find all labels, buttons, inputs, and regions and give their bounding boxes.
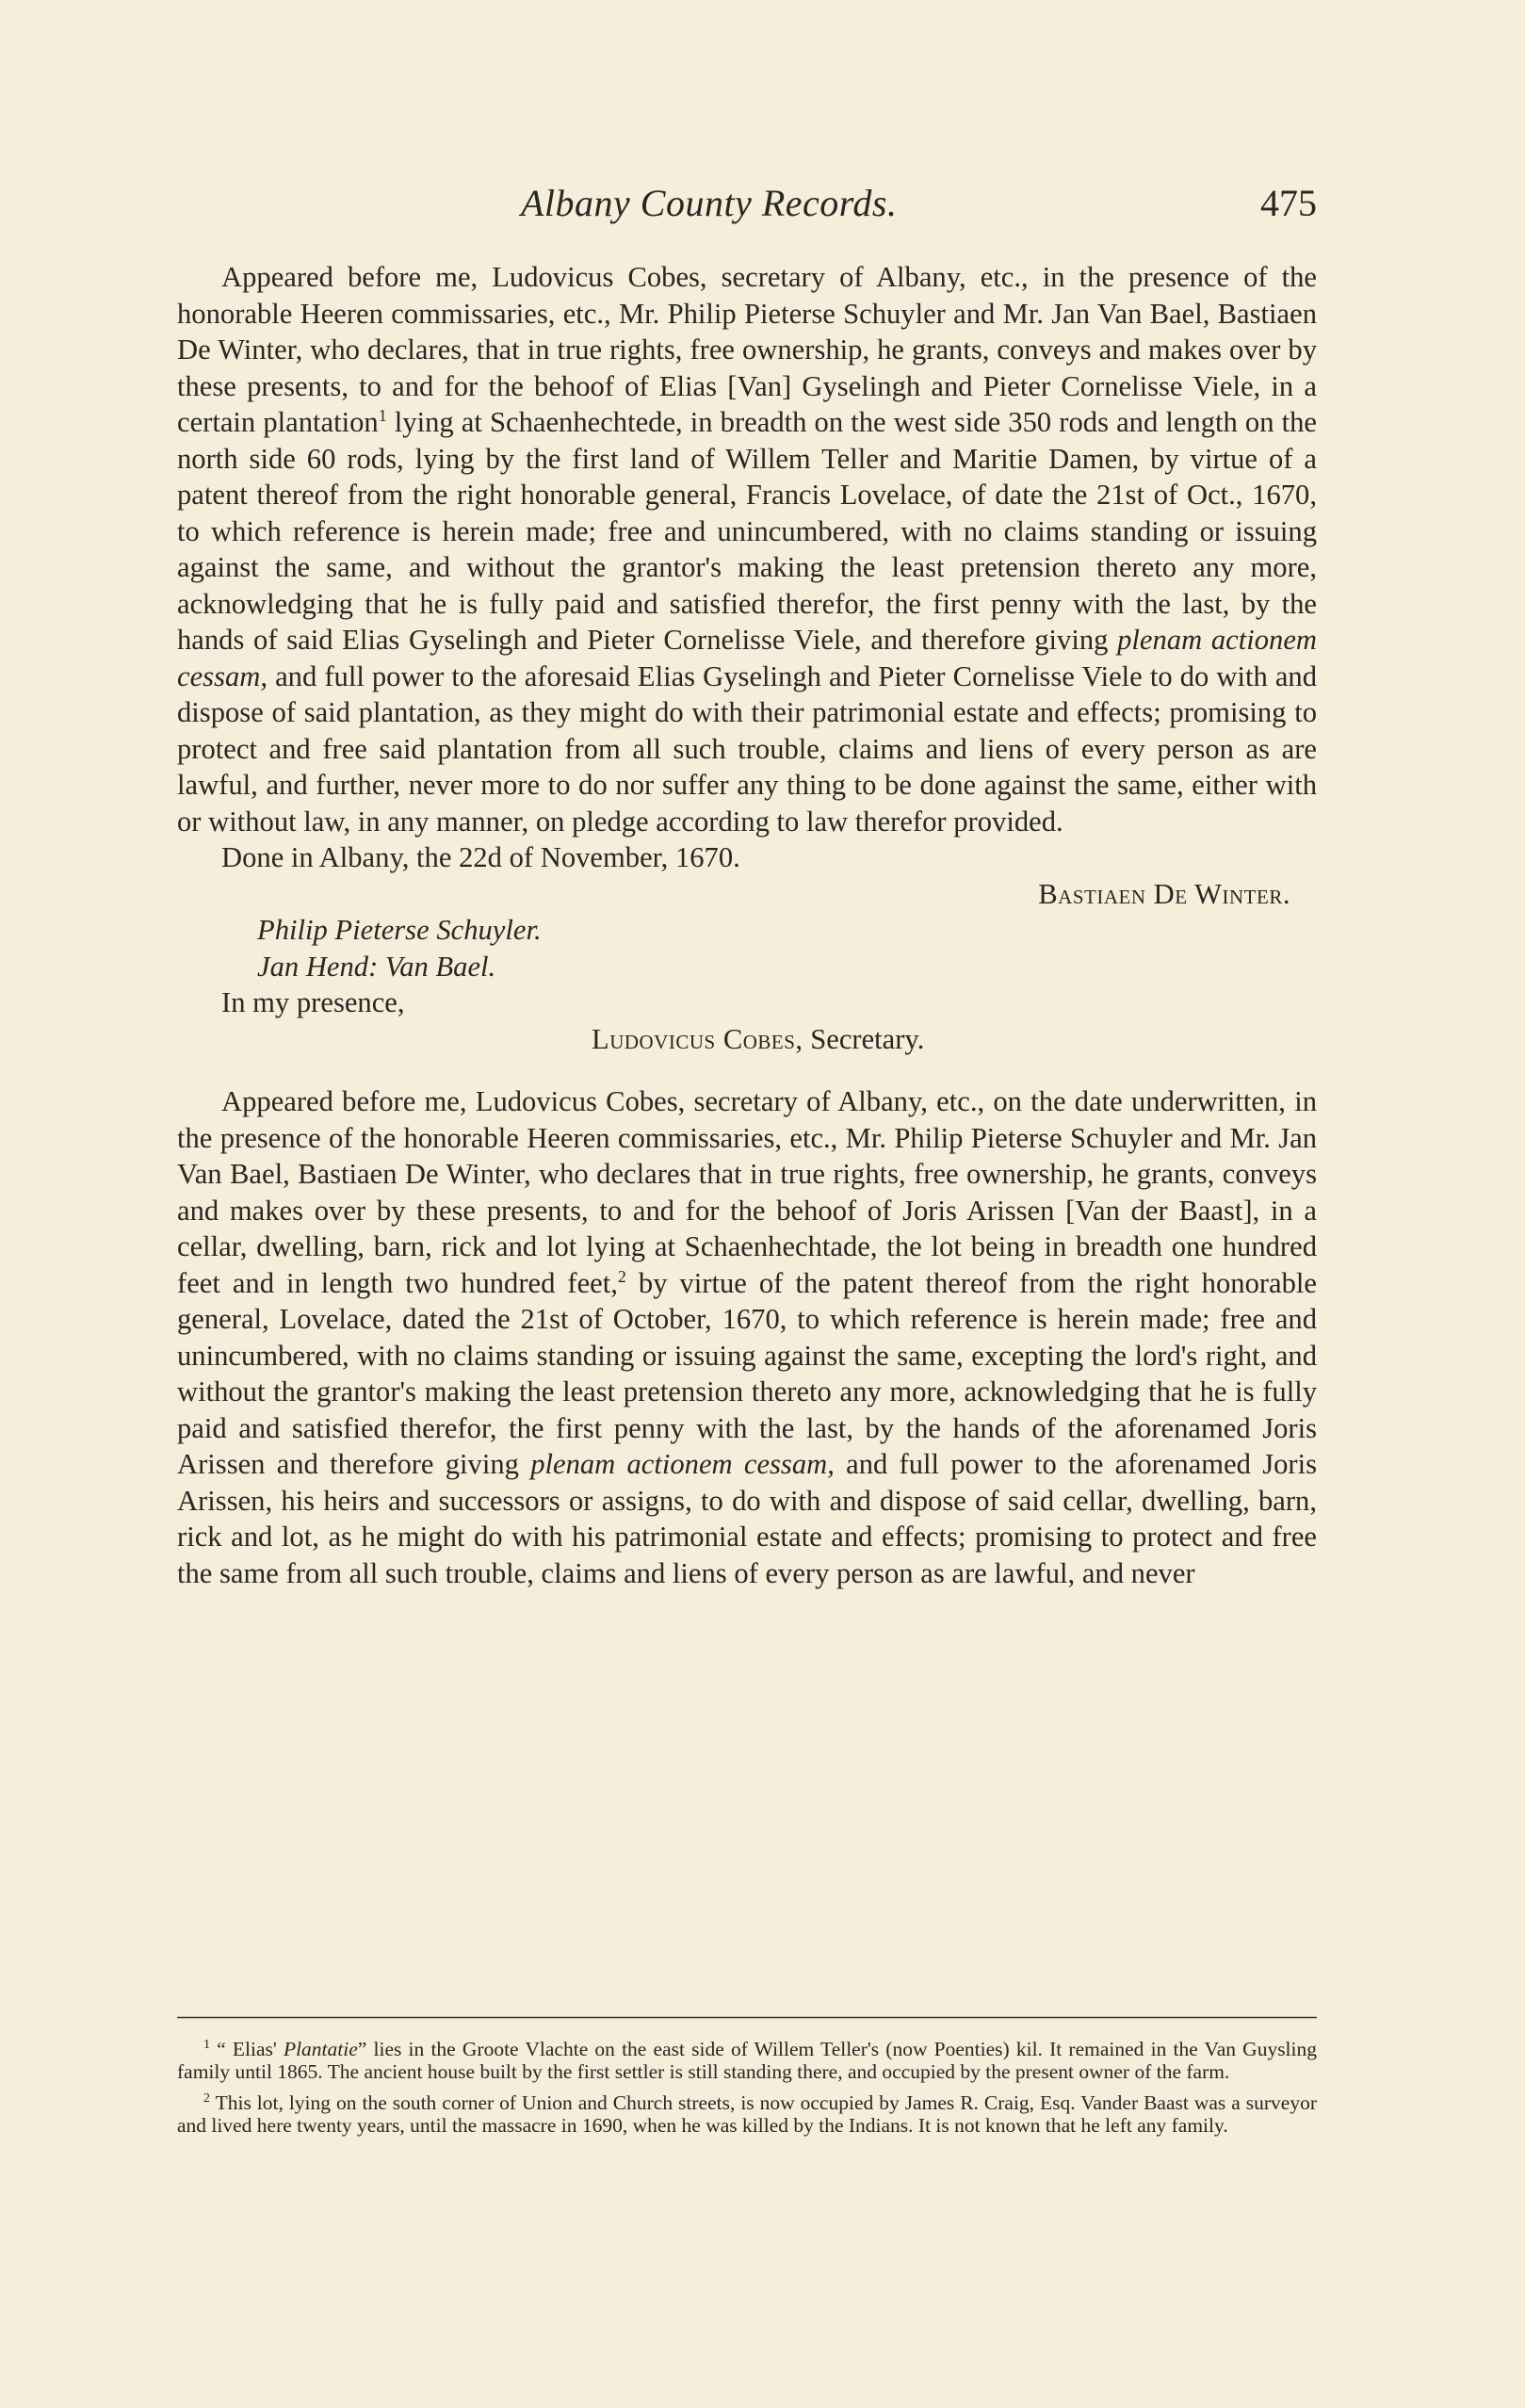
footnote-text: “ Elias' xyxy=(210,2038,284,2060)
footnote-ref-1: 1 xyxy=(378,405,387,425)
presence-line: In my presence, xyxy=(221,986,405,1018)
secretary-name: Ludovicus Cobes, xyxy=(592,1022,803,1055)
book-page xyxy=(177,0,1317,2408)
deed1-text-part2: lying at Schaenhechtede, in breadth on the west side 350 rods and length on the north side 60 rods, lying by the first land of Willem Teller and Maritie Damen, by virtue of a patent thereof from the right honorable general, Francis Lovelace, of date the 21st of Oct., 1670, to which reference is herein made; free and unincumbered, with no claims standing or issuing against the same, and without the grantor's making the least pretension thereto any more, acknowledging that he is fully paid and satisfied therefor, the first penny with the last, by the hands of said Elias Gyselingh and Pieter Cornelisse Viele, and therefore giving xyxy=(177,406,1318,656)
deed2-text-part2: by virtue of the patent thereof from the right honorable general, Lovelace, dated the 21st of October, 1670, to which reference is herein made; free and unincumbered, with no claims standing or issuing against the same, excepting the lord's right, and without the grantor's making the least pretension thereto any more, acknowledging that he is fully paid and satisfied therefor, the first penny with the last, by the hands of the aforenamed Joris Arissen and therefore giving xyxy=(177,1266,1318,1480)
footnote-2 xyxy=(177,2092,1317,2137)
deed2-text-part1: Appeared before me, Ludovicus Cobes, secretary of Albany, etc., on the date underwritten, in the presence of the honorable Heeren commissaries, etc., Mr. Philip Pieterse Schuyler and Mr. Jan Van Bael, Bastiaen De Winter, who declares that in true rights, free ownership, he grants, conveys and makes over by these presents, to and for the behoof of Joris Arissen [Van der Baast], in a cellar, dwelling, barn, rick and lot lying at Schaenhechtade, the lot being in breadth one hundred feet and in length two hundred feet, xyxy=(177,1085,1317,1299)
done-line: Done in Albany, the 22d of November, 1670. xyxy=(221,841,740,873)
footnote-text: This lot, lying on the south corner of Union and Church streets, is now occupied by James R. Craig, Esq. Vander Baast was a surveyor and lived here twenty years, until the massacre in 1690, when he was killed by the Indians. It is not known that he left any family. xyxy=(177,2091,1317,2137)
deed-paragraph-1 xyxy=(177,259,1317,839)
latin-phrase: plenam actionem cessam, xyxy=(530,1448,835,1480)
footnotes xyxy=(177,2039,1317,2146)
witness-signature-2: Jan Hend: Van Bael. xyxy=(257,950,496,983)
secretary-title: Secretary. xyxy=(803,1022,925,1055)
running-title: Albany County Records. xyxy=(521,182,898,224)
page-number: 475 xyxy=(1260,182,1317,224)
footnote-ref-2: 2 xyxy=(617,1266,626,1286)
witness-signature-1: Philip Pieterse Schuyler. xyxy=(257,914,542,946)
deed1-text-part1: Appeared before me, Ludovicus Cobes, secretary of Albany, etc., in the presence of the honorable Heeren commissaries, etc., Mr. Philip Pieterse Schuyler and Mr. Jan Van Bael, Bastiaen De Winter, who declares, that in true rights, free ownership, he grants, conveys and makes over by these presents, to and for the behoof of Elias [Van] Gyselingh and Pieter Cornelisse Viele, in a certain plantation xyxy=(177,261,1317,438)
latin-phrase: plenam actionem cessam, xyxy=(177,624,1317,692)
body-text xyxy=(177,259,1317,1591)
footnote-marker: 1 xyxy=(203,2037,210,2052)
deed2-text-part3: and full power to the aforenamed Joris Arissen, his heirs and successors or assigns, to do with and dispose of said cellar, dwelling, barn, rick and lot, as he might do with his patrimonial estate and effects; promising to protect and free the same from all such trouble, claims and liens of every person as are lawful, and never xyxy=(177,1448,1318,1589)
grantor-signature: Bastiaen De Winter. xyxy=(1038,877,1290,910)
deed-paragraph-2 xyxy=(177,1083,1317,1591)
footnote-text: ” lies in the Groote Vlachte on the east side of Willem Teller's (now Poenties) kil. It remained in the Van Guysling family until 1865. The ancient house built by the first settler is still standing there, and occupied by the present owner of the farm. xyxy=(177,2038,1318,2083)
footnote-italic: Plantatie xyxy=(283,2038,358,2060)
footnote-marker: 2 xyxy=(203,2091,210,2106)
secretary-signature xyxy=(177,1021,1317,1058)
footnote-1 xyxy=(177,2039,1317,2083)
footnote-rule xyxy=(177,2016,1317,2019)
deed1-text-part3: and full power to the aforesaid Elias Gyselingh and Pieter Cornelisse Viele to do with and dispose of said plantation, as they might do with their patrimonial estate and effects; promising to protect and free said plantation from all such trouble, claims and liens of every person as are lawful, and further, never more to do nor suffer any thing to be done against the same, either with or without law, in any manner, on pledge according to law therefor provided. xyxy=(177,659,1317,838)
page-header xyxy=(177,181,1317,230)
